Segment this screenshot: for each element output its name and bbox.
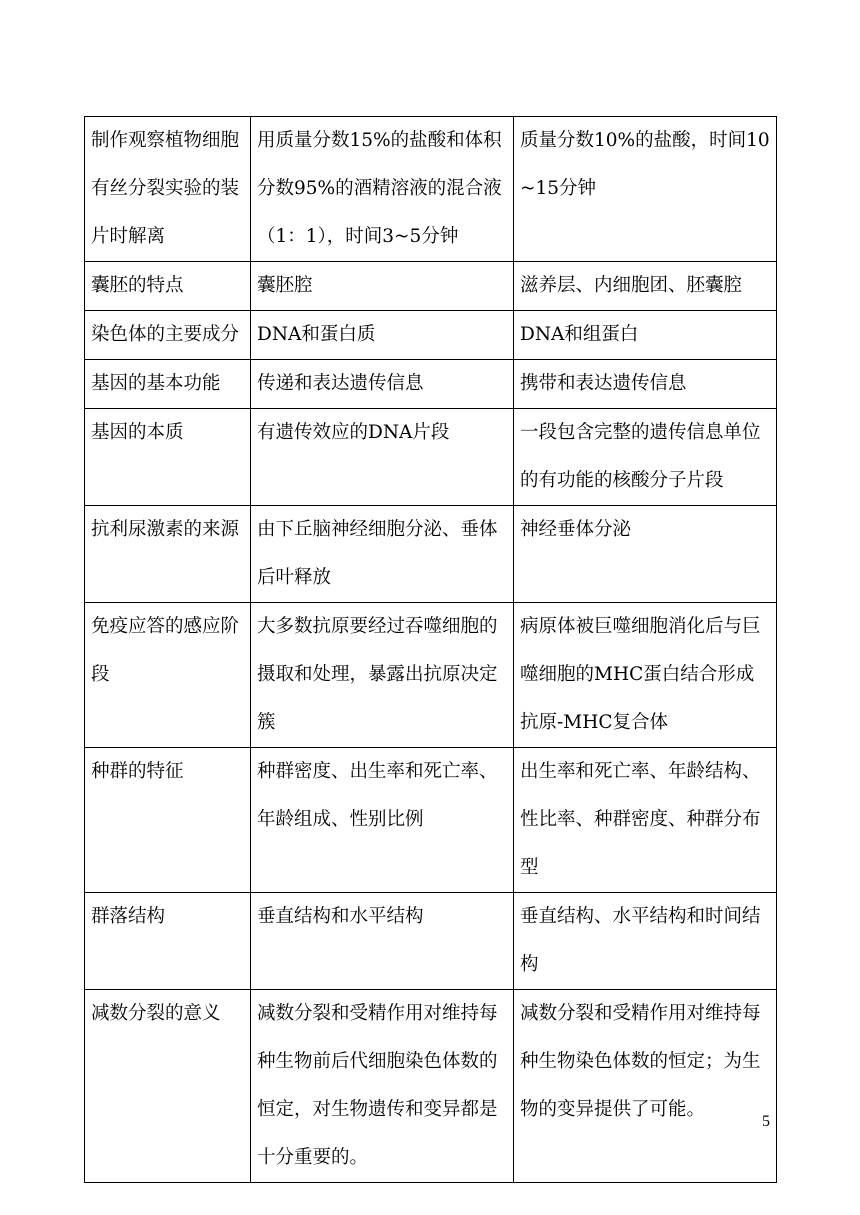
old-statement-cell: 减数分裂和受精作用对维持每种生物前后代细胞染色体数的恒定，对生物遗传和变异都是十分重要的。 xyxy=(251,990,514,1183)
table-row xyxy=(85,311,777,360)
topic-cell: 基因的本质 xyxy=(85,409,251,506)
old-statement-cell: 有遗传效应的DNA片段 xyxy=(251,409,514,506)
old-statement-cell: 囊胚腔 xyxy=(251,262,514,311)
old-statement-cell: 种群密度、出生率和死亡率、年龄组成、性别比例 xyxy=(251,748,514,893)
topic-cell: 种群的特征 xyxy=(85,748,251,893)
new-statement-cell: 一段包含完整的遗传信息单位的有功能的核酸分子片段 xyxy=(514,409,777,506)
topic-cell: 群落结构 xyxy=(85,893,251,990)
new-statement-cell: 神经垂体分泌 xyxy=(514,506,777,603)
new-statement-cell: 质量分数10%的盐酸，时间10~15分钟 xyxy=(514,117,777,262)
new-statement-cell: 滋养层、内细胞团、胚囊腔 xyxy=(514,262,777,311)
table-row xyxy=(85,360,777,409)
old-statement-cell: 由下丘脑神经细胞分泌、垂体后叶释放 xyxy=(251,506,514,603)
comparison-table xyxy=(84,116,777,1183)
new-statement-cell: 减数分裂和受精作用对维持每种生物染色体数的恒定；为生物的变异提供了可能。 xyxy=(514,990,777,1183)
old-statement-cell: 垂直结构和水平结构 xyxy=(251,893,514,990)
old-statement-cell: DNA和蛋白质 xyxy=(251,311,514,360)
table-row xyxy=(85,506,777,603)
table-row xyxy=(85,893,777,990)
new-statement-cell: 垂直结构、水平结构和时间结构 xyxy=(514,893,777,990)
table-row xyxy=(85,117,777,262)
new-statement-cell: 携带和表达遗传信息 xyxy=(514,360,777,409)
new-statement-cell: 出生率和死亡率、年龄结构、性比率、种群密度、种群分布型 xyxy=(514,748,777,893)
table-row xyxy=(85,603,777,748)
topic-cell: 减数分裂的意义 xyxy=(85,990,251,1183)
table-row xyxy=(85,262,777,311)
page-number: 5 xyxy=(762,1113,770,1130)
topic-cell: 制作观察植物细胞有丝分裂实验的装片时解离 xyxy=(85,117,251,262)
old-statement-cell: 大多数抗原要经过吞噬细胞的摄取和处理，暴露出抗原决定簇 xyxy=(251,603,514,748)
new-statement-cell: 病原体被巨噬细胞消化后与巨噬细胞的MHC蛋白结合形成抗原-MHC复合体 xyxy=(514,603,777,748)
topic-cell: 基因的基本功能 xyxy=(85,360,251,409)
table-row xyxy=(85,409,777,506)
table-row xyxy=(85,748,777,893)
old-statement-cell: 传递和表达遗传信息 xyxy=(251,360,514,409)
topic-cell: 染色体的主要成分 xyxy=(85,311,251,360)
topic-cell: 免疫应答的感应阶段 xyxy=(85,603,251,748)
table-row xyxy=(85,990,777,1183)
old-statement-cell: 用质量分数15%的盐酸和体积分数95%的酒精溶液的混合液（1：1），时间3~5分钟 xyxy=(251,117,514,262)
new-statement-cell: DNA和组蛋白 xyxy=(514,311,777,360)
topic-cell: 囊胚的特点 xyxy=(85,262,251,311)
topic-cell: 抗利尿激素的来源 xyxy=(85,506,251,603)
